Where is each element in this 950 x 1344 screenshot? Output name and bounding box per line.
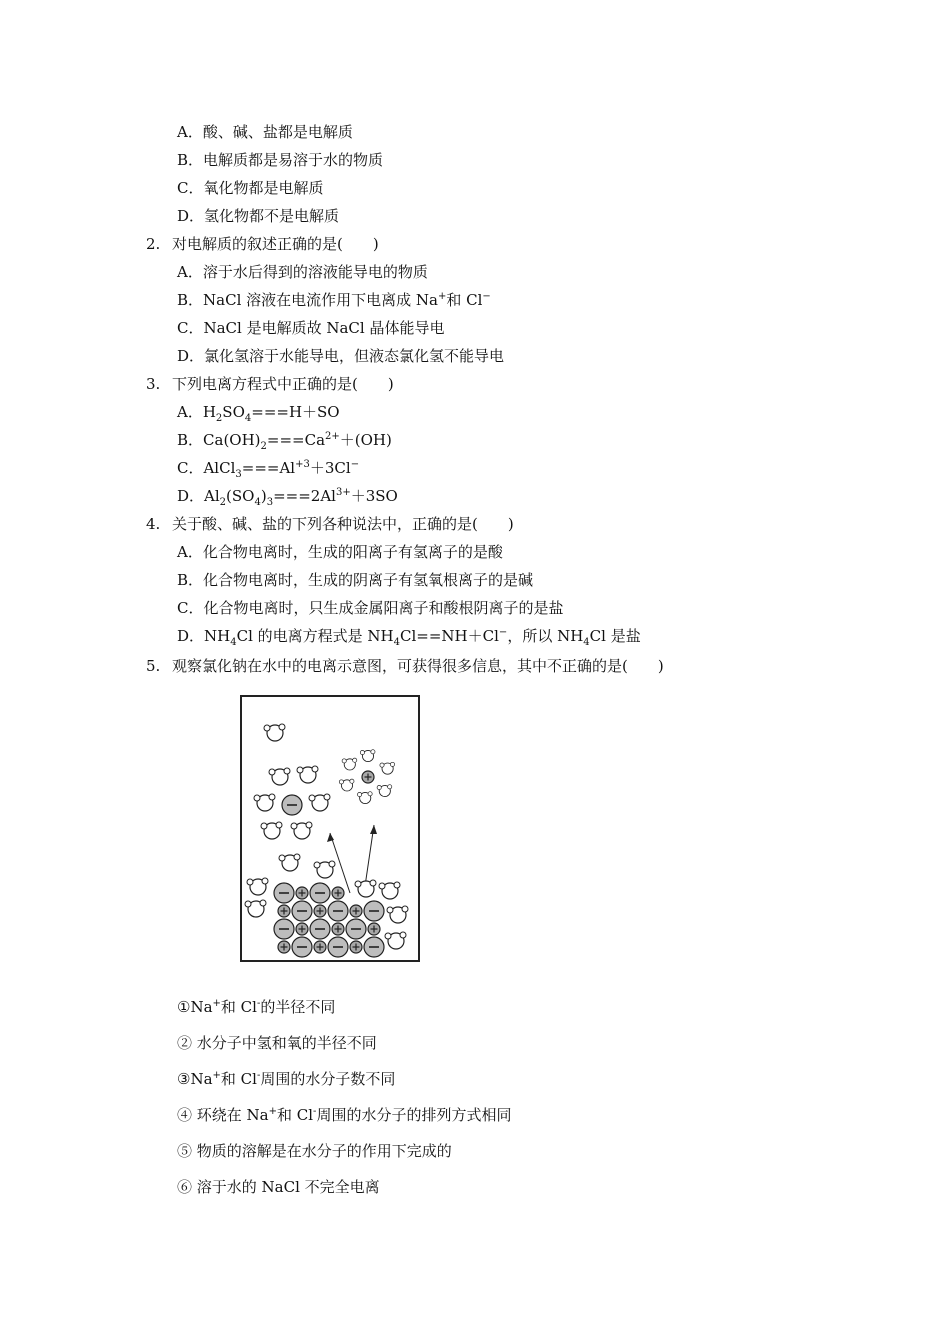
hydrated-sodium-ion bbox=[362, 771, 374, 783]
s1-t3: 的半径不同 bbox=[260, 998, 336, 1016]
s4-sup1: + bbox=[268, 1106, 277, 1117]
q3-a-sub1: 2 bbox=[215, 413, 223, 424]
q4-d-t4: ，所以 NH bbox=[507, 627, 584, 645]
q4-number: 4. bbox=[146, 515, 161, 533]
q3-d-sub3: 3 bbox=[266, 497, 274, 508]
q3-b-t2: ===Ca bbox=[266, 431, 326, 449]
q4-option-a: A．化合物电离时，生成的阳离子有氢离子的是酸 bbox=[177, 543, 503, 561]
q3-c-t3: ＋3Cl bbox=[309, 459, 351, 477]
q5-stem: 观察氯化钠在水中的电离示意图，可获得很多信息，其中不正确的是( ) bbox=[172, 657, 664, 675]
s4-t1: ④ 环绕在 Na bbox=[177, 1106, 269, 1124]
statement-2: ② 水分子中氢和氧的半径不同 bbox=[177, 1034, 377, 1052]
s3-sup1: + bbox=[212, 1070, 221, 1081]
q3-b-t3: ＋(OH) bbox=[339, 431, 392, 449]
s4-t3: 周围的水分子的排列方式相同 bbox=[316, 1106, 512, 1124]
q3-option-c bbox=[177, 458, 359, 478]
q3-c-sup1: +3 bbox=[295, 459, 310, 470]
q3-b-sup1: 2+ bbox=[325, 431, 340, 442]
q3-a-t1: A．H bbox=[177, 403, 216, 421]
q3-a-t3: ===H＋SO bbox=[251, 403, 340, 421]
q3-c-sub1: 3 bbox=[235, 469, 242, 480]
q3-c-t1: C．AlCl bbox=[177, 459, 236, 477]
q3-option-d bbox=[177, 486, 398, 506]
q3-b-t1: B．Ca(OH) bbox=[177, 431, 261, 449]
q4-d-sub3: 4 bbox=[583, 637, 590, 648]
statement-1 bbox=[177, 997, 335, 1017]
q2-option-c: C．NaCl 是电解质故 NaCl 晶体能导电 bbox=[177, 319, 445, 337]
q3-number: 3. bbox=[146, 375, 161, 393]
s1-sup1: + bbox=[212, 998, 221, 1009]
q2-stem-line bbox=[146, 234, 379, 254]
q2-b-text2: 和 Cl bbox=[446, 291, 483, 309]
q3-d-sub1: 2 bbox=[219, 497, 227, 508]
q4-d-t2: Cl 的电离方程式是 NH bbox=[236, 627, 394, 645]
s1-sup2: - bbox=[256, 998, 261, 1009]
s3-sup2: - bbox=[256, 1070, 261, 1081]
q2-stem: 对电解质的叙述正确的是( ) bbox=[172, 235, 379, 253]
q3-d-sub2: 4 bbox=[254, 497, 261, 508]
statement-6: ⑥ 溶于水的 NaCl 不完全电离 bbox=[177, 1178, 380, 1196]
hydrated-chloride-ion bbox=[282, 795, 302, 815]
q4-d-sub2: 4 bbox=[393, 637, 401, 648]
q3-option-b bbox=[177, 430, 392, 450]
q3-a-sub2: 4 bbox=[244, 413, 252, 424]
statement-5: ⑤ 物质的溶解是在水分子的作用下完成的 bbox=[177, 1142, 452, 1160]
q1-option-d: D．氢化物都不是电解质 bbox=[177, 207, 340, 225]
q3-stem: 下列电离方程式中正确的是( ) bbox=[172, 375, 394, 393]
s3-t2: 和 Cl bbox=[220, 1070, 257, 1088]
q3-d-t3: ) bbox=[260, 487, 267, 505]
q3-d-sup1: 3+ bbox=[335, 487, 351, 498]
q4-stem-line bbox=[146, 514, 514, 534]
s3-t1: ③Na bbox=[177, 1070, 213, 1088]
q2-number: 2. bbox=[146, 235, 161, 253]
q1-option-a: A．酸、碱、盐都是电解质 bbox=[177, 123, 353, 141]
q4-option-c: C．化合物电离时，只生成金属阳离子和酸根阴离子的是盐 bbox=[177, 599, 564, 617]
q2-b-sup2: − bbox=[482, 291, 491, 302]
q5-number: 5. bbox=[146, 657, 161, 675]
q3-a-t2: SO bbox=[222, 403, 245, 421]
q4-d-t1: D．NH bbox=[177, 627, 231, 645]
q2-b-sup1: + bbox=[437, 291, 447, 302]
q3-d-t2: (SO bbox=[226, 487, 255, 505]
q3-d-t5: ＋3SO bbox=[350, 487, 398, 505]
s4-t2: 和 Cl bbox=[277, 1106, 314, 1124]
s1-t1: ①Na bbox=[177, 998, 213, 1016]
q3-b-sub1: 2 bbox=[260, 441, 267, 452]
q2-option-a: A．溶于水后得到的溶液能导电的物质 bbox=[177, 263, 428, 281]
q3-option-a bbox=[177, 402, 340, 422]
q3-d-t4: ===2Al bbox=[273, 487, 336, 505]
q2-option-b bbox=[177, 290, 491, 310]
q5-stem-line bbox=[146, 656, 664, 676]
q4-stem: 关于酸、碱、盐的下列各种说法中，正确的是( ) bbox=[172, 515, 514, 533]
q2-b-text1: B．NaCl 溶液在电流作用下电离成 Na bbox=[177, 291, 438, 309]
q3-c-t2: ===Al bbox=[241, 459, 296, 477]
q4-option-d bbox=[177, 626, 641, 646]
q4-d-sup1: − bbox=[498, 627, 508, 638]
q4-d-t3: Cl==NH＋Cl bbox=[400, 627, 499, 645]
q1-option-c: C．氧化物都是电解质 bbox=[177, 179, 324, 197]
statement-3 bbox=[177, 1069, 395, 1089]
q3-d-t1: D．Al bbox=[177, 487, 220, 505]
q4-option-b: B．化合物电离时，生成的阴离子有氢氧根离子的是碱 bbox=[177, 571, 534, 589]
nacl-dissolution-diagram bbox=[240, 695, 422, 963]
s1-t2: 和 Cl bbox=[220, 998, 257, 1016]
q2-option-d: D．氯化氢溶于水能导电，但液态氯化氢不能导电 bbox=[177, 347, 505, 365]
q3-c-sup2: − bbox=[350, 459, 360, 470]
q1-option-b: B．电解质都是易溶于水的物质 bbox=[177, 151, 384, 169]
q3-stem-line bbox=[146, 374, 394, 394]
s4-sup2: - bbox=[313, 1106, 317, 1117]
statement-4 bbox=[177, 1105, 511, 1125]
q4-d-t5: Cl 是盐 bbox=[589, 627, 641, 645]
s3-t3: 周围的水分子数不同 bbox=[260, 1070, 396, 1088]
q4-d-sub1: 4 bbox=[230, 637, 237, 648]
